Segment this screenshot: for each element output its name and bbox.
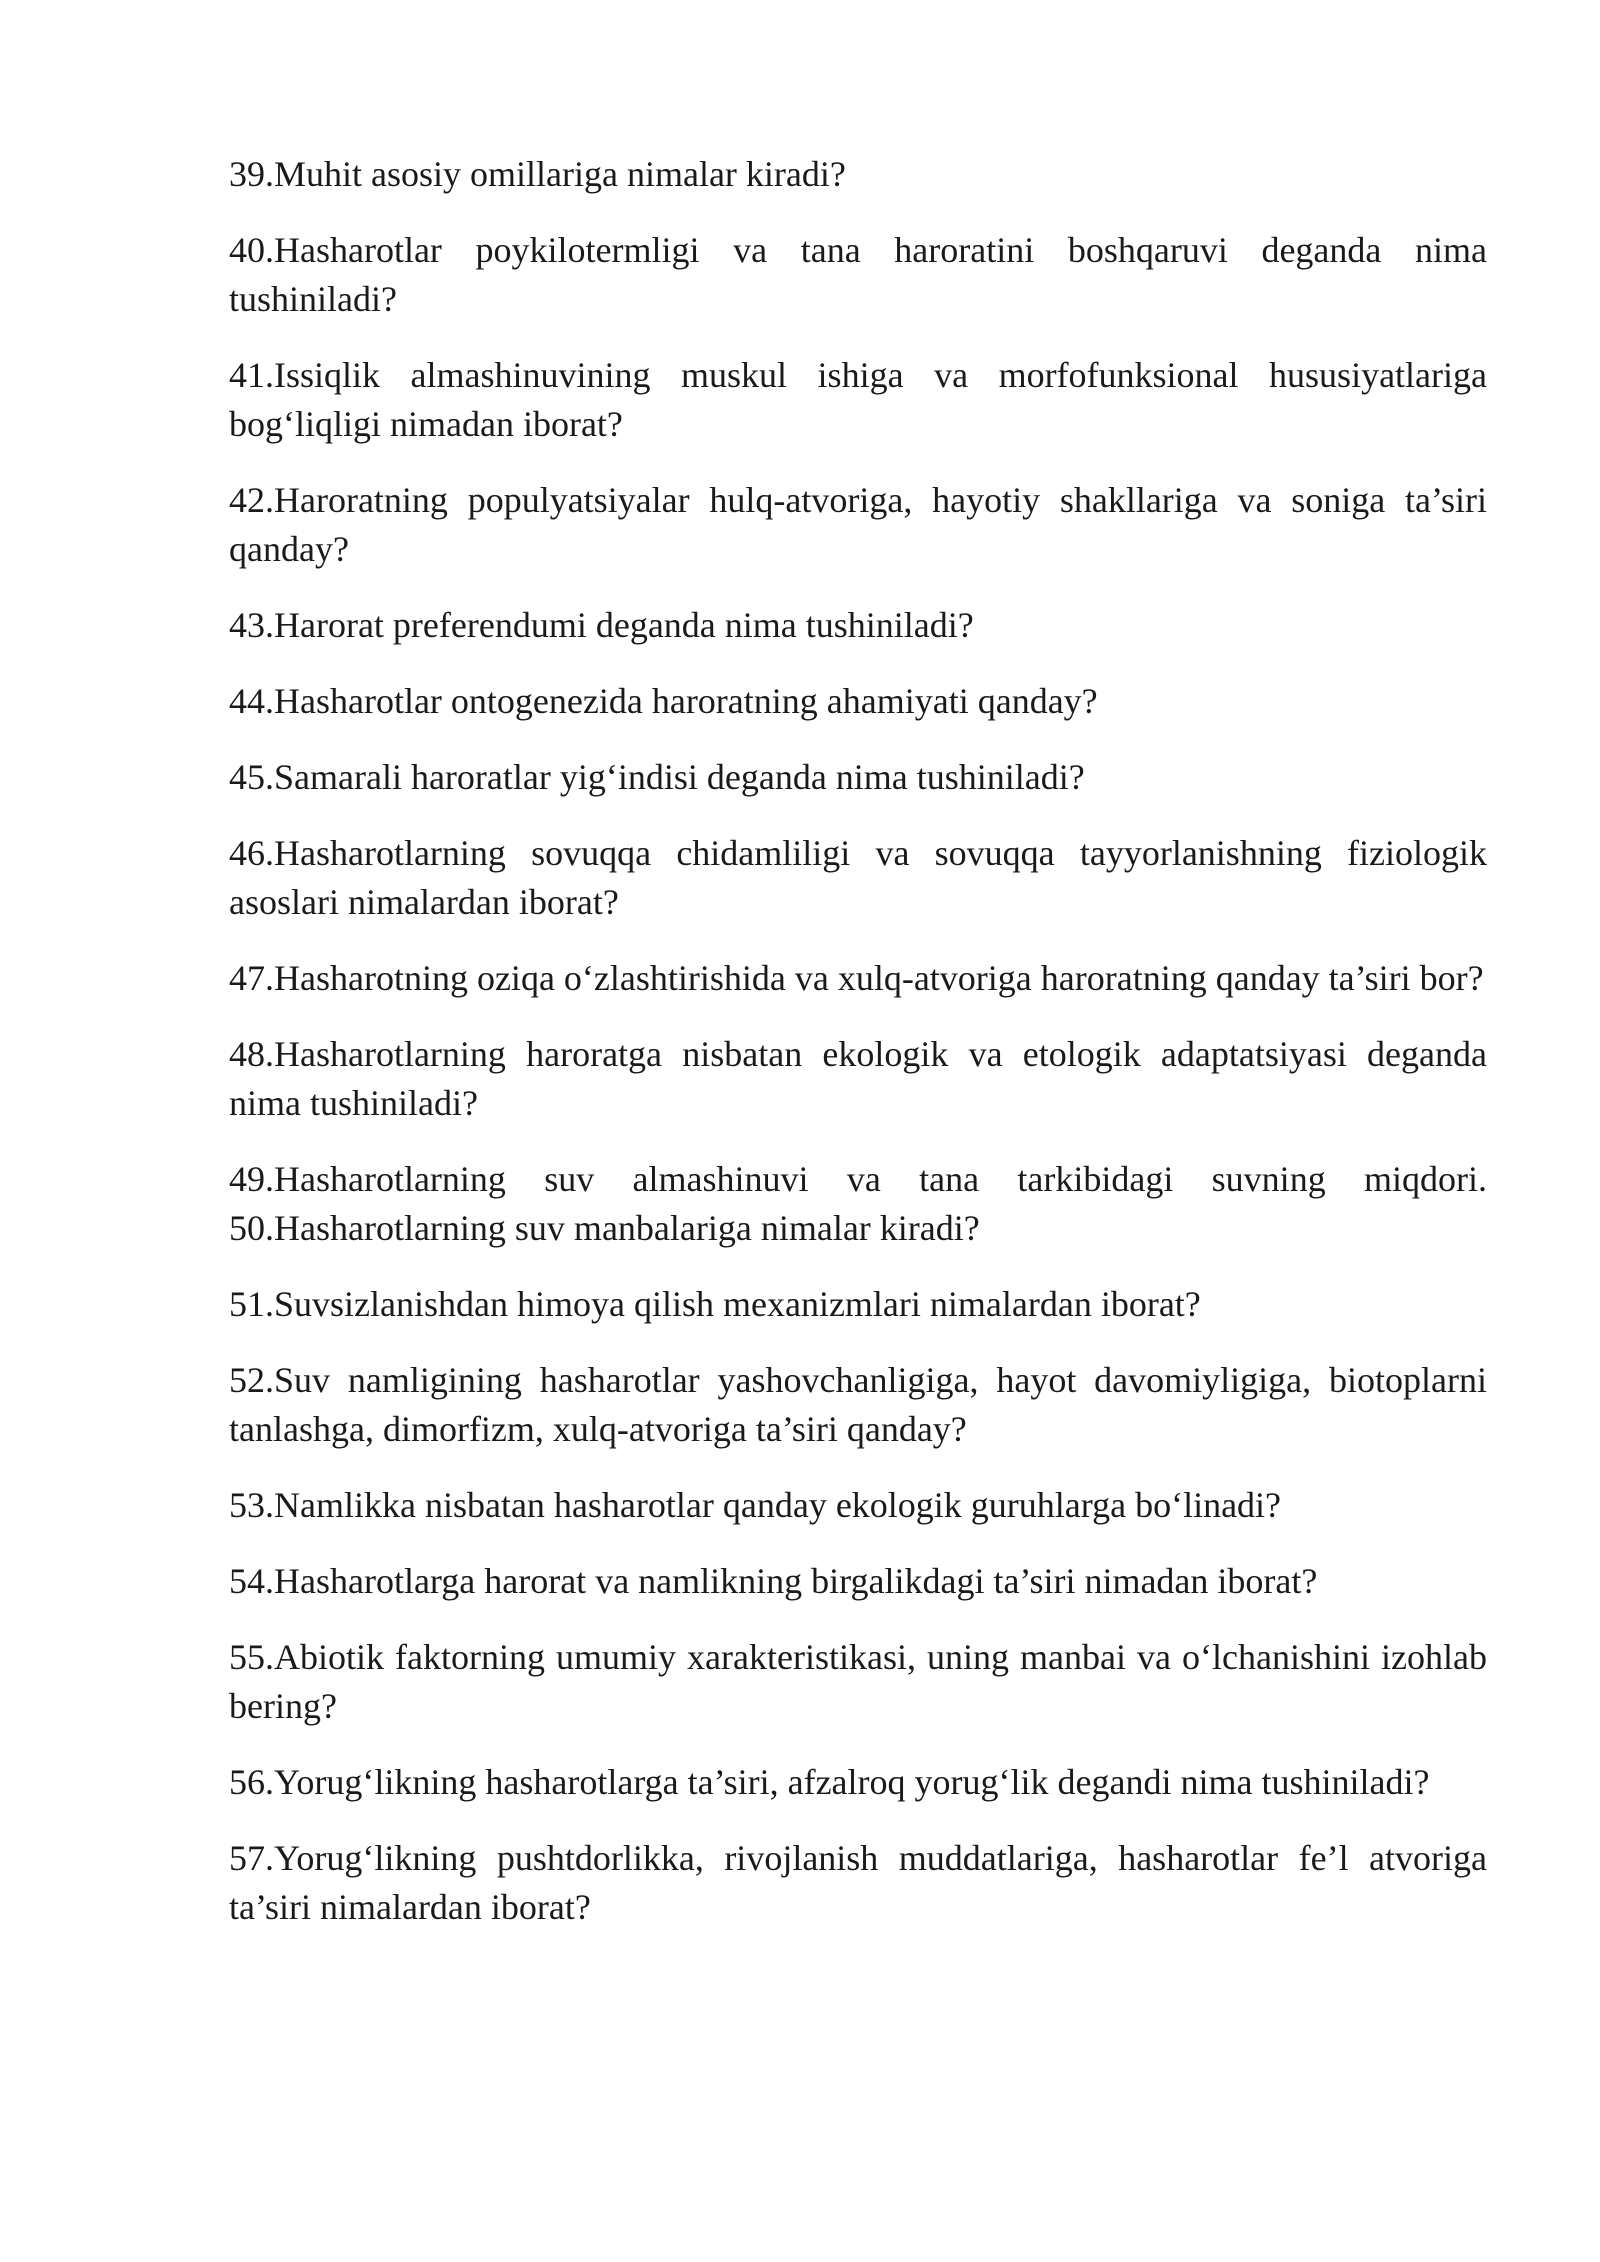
question-49: 49.Hasharotlarning suv almashinuvi va tana tarkibidagi suvning miqdori. [229,1159,1487,1199]
question-50: 50.Hasharotlarning suv manbalariga nimalar kiradi? [229,1208,980,1248]
question-55: 55.Abiotik faktorning umumiy xarakteristikasi, uning manbai va o‘lchanishini izohlab bering? [229,1637,1487,1726]
question-48: 48.Hasharotlarning haroratga nisbatan ekologik va etologik adaptatsiyasi deganda nima tushiniladi? [229,1034,1487,1123]
question-44: 44.Hasharotlar ontogenezida haroratning ahamiyati qanday? [229,681,1098,721]
question-49-50 [229,1155,1487,1253]
question-46: 46.Hasharotlarning sovuqqa chidamliligi va sovuqqa tayyorlanishning fiziologik asoslari nimalardan iborat? [229,833,1487,922]
question-list [229,150,1487,1959]
question-52: 52.Suv namligining hasharotlar yashovchanligiga, hayot davomiyligiga, biotoplarni tanlashga, dimorfizm, xulq-atvoriga ta’siri qanday? [229,1360,1487,1449]
question-53: 53.Namlikka nisbatan hasharotlar qanday ekologik guruhlarga bo‘linadi? [229,1485,1282,1525]
question-42: 42.Haroratning populyatsiyalar hulq-atvoriga, hayotiy shakllariga va soniga ta’siri qanday? [229,480,1487,569]
question-56: 56.Yorug‘likning hasharotlarga ta’siri, afzalroq yorug‘lik degandi nima tushiniladi? [229,1762,1430,1802]
question-39: 39.Muhit asosiy omillariga nimalar kiradi? [229,154,846,194]
question-41: 41.Issiqlik almashinuvining muskul ishiga va morfofunksional hususiyatlariga bog‘liqligi nimadan iborat? [229,355,1487,444]
question-57: 57.Yorug‘likning pushtdorlikka, rivojlanish muddatlariga, hasharotlar fe’l atvoriga ta’siri nimalardan iborat? [229,1838,1487,1927]
question-54: 54.Hasharotlarga harorat va namlikning birgalikdagi ta’siri nimadan iborat? [229,1561,1318,1601]
question-45: 45.Samarali haroratlar yig‘indisi deganda nima tushiniladi? [229,757,1085,797]
question-51: 51.Suvsizlanishdan himoya qilish mexanizmlari nimalardan iborat? [229,1284,1201,1324]
question-40: 40.Hasharotlar poykilotermligi va tana haroratini boshqaruvi deganda nima tushiniladi? [229,230,1487,319]
question-43: 43.Harorat preferendumi deganda nima tushiniladi? [229,605,974,645]
question-47: 47.Hasharotning oziqa o‘zlashtirishida va xulq-atvoriga haroratning qanday ta’siri bor? [229,958,1484,998]
